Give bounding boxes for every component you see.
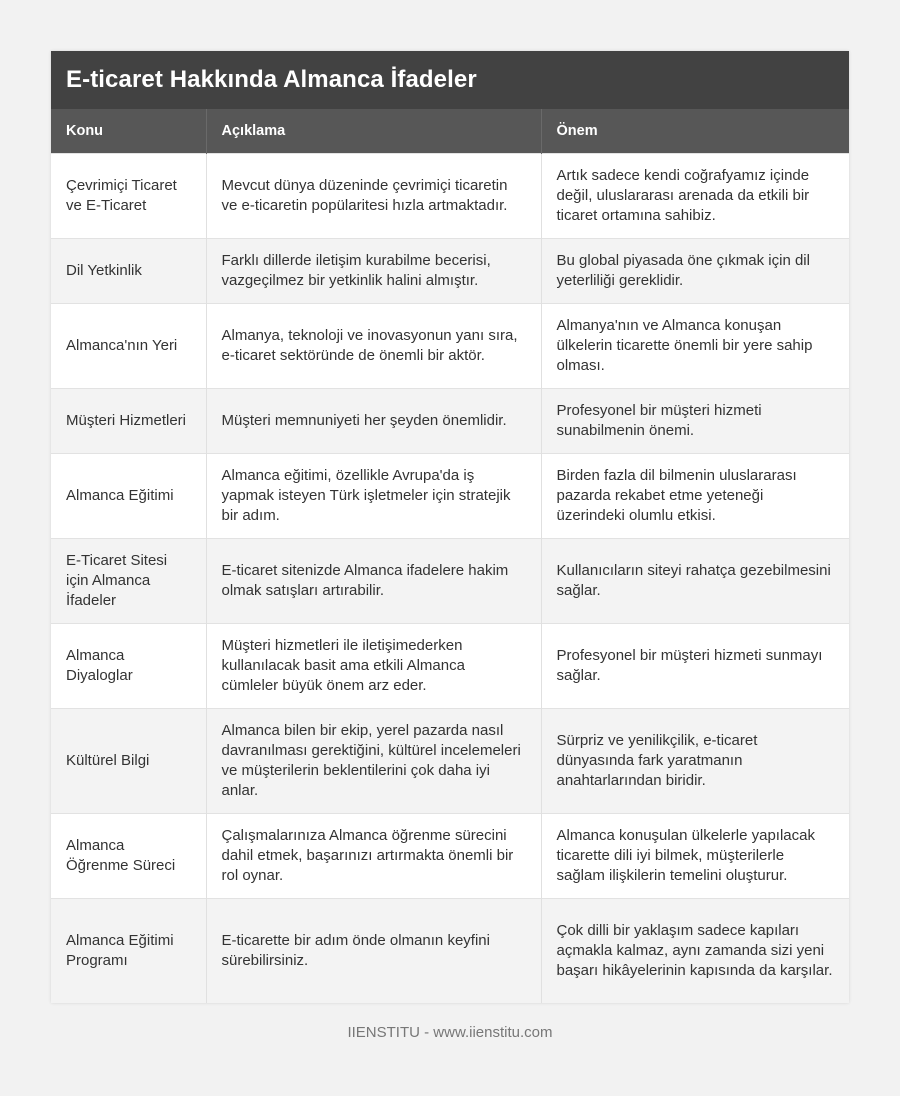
header-row [51,109,849,153]
cell-onem: Artık sadece kendi coğrafyamız içinde değil, uluslararası arenada da etkili bir ticaret ortamına sahibiz. [541,153,849,238]
title-bar [51,51,849,109]
table-row [51,153,849,238]
cell-onem: Çok dilli bir yaklaşım sadece kapıları açmakla kalmaz, aynı zamanda sizi yeni başarı hikâyelerinin kapısında da karşılar. [541,898,849,1003]
cell-onem: Profesyonel bir müşteri hizmeti sunmayı sağlar. [541,623,849,708]
table-card [51,51,849,1003]
cell-konu: E-Ticaret Sitesi için Almanca İfadeler [51,538,206,623]
cell-konu: Almanca Eğitimi [51,453,206,538]
cell-konu: Almanca Öğrenme Süreci [51,813,206,898]
table-row [51,388,849,453]
cell-aciklama: E-ticarette bir adım önde olmanın keyfini sürebilirsiniz. [206,898,541,1003]
cell-onem: Birden fazla dil bilmenin uluslararası pazarda rekabet etme yeteneği üzerindeki olumlu etkisi. [541,453,849,538]
page-title: E-ticaret Hakkında Almanca İfadeler [66,66,477,93]
table-row [51,708,849,813]
cell-konu: Almanca Diyaloglar [51,623,206,708]
table-row [51,453,849,538]
column-header-konu: Konu [51,109,206,153]
footer-credit: IIENSTITU - www.iienstitu.com [347,1024,553,1041]
table-row [51,813,849,898]
cell-onem: Bu global piyasada öne çıkmak için dil yeterliliği gereklidir. [541,238,849,303]
cell-onem: Almanca konuşulan ülkelerle yapılacak ticarette dili iyi bilmek, müşterilerle sağlam ilişkilerin temelini oluşturur. [541,813,849,898]
cell-aciklama: Müşteri memnuniyeti her şeyden önemlidir. [206,388,541,453]
data-table [51,109,849,1003]
cell-aciklama: Farklı dillerde iletişim kurabilme becerisi, vazgeçilmez bir yetkinlik halini almıştır. [206,238,541,303]
cell-onem: Kullanıcıların siteyi rahatça gezebilmesini sağlar. [541,538,849,623]
column-header-onem: Önem [541,109,849,153]
cell-konu: Müşteri Hizmetleri [51,388,206,453]
table-row [51,623,849,708]
cell-konu: Dil Yetkinlik [51,238,206,303]
cell-konu: Almanca Eğitimi Programı [51,898,206,1003]
table-header [51,109,849,153]
cell-konu: Çevrimiçi Ticaret ve E-Ticaret [51,153,206,238]
cell-aciklama: Müşteri hizmetleri ile iletişimederken kullanılacak basit ama etkili Almanca cümleler büyük önem arz eder. [206,623,541,708]
cell-onem: Almanya'nın ve Almanca konuşan ülkelerin ticarette önemli bir yere sahip olması. [541,303,849,388]
cell-aciklama: Almanca eğitimi, özellikle Avrupa'da iş yapmak isteyen Türk işletmeler için stratejik bir adım. [206,453,541,538]
table-row [51,238,849,303]
table-body [51,153,849,1003]
cell-aciklama: E-ticaret sitenizde Almanca ifadelere hakim olmak satışları artırabilir. [206,538,541,623]
table-row [51,538,849,623]
cell-konu: Kültürel Bilgi [51,708,206,813]
cell-konu: Almanca'nın Yeri [51,303,206,388]
cell-aciklama: Almanca bilen bir ekip, yerel pazarda nasıl davranılması gerektiğini, kültürel incelemeleri ve müşterilerin beklentilerini çok daha iyi anlar. [206,708,541,813]
column-header-aciklama: Açıklama [206,109,541,153]
table-row [51,898,849,1003]
cell-aciklama: Çalışmalarınıza Almanca öğrenme sürecini dahil etmek, başarınızı artırmakta önemli bir rol oynar. [206,813,541,898]
cell-onem: Sürpriz ve yenilikçilik, e-ticaret dünyasında fark yaratmanın anahtarlarından biridir. [541,708,849,813]
cell-onem: Profesyonel bir müşteri hizmeti sunabilmenin önemi. [541,388,849,453]
cell-aciklama: Almanya, teknoloji ve inovasyonun yanı sıra, e-ticaret sektöründe de önemli bir aktör. [206,303,541,388]
cell-aciklama: Mevcut dünya düzeninde çevrimiçi ticaretin ve e-ticaretin popülaritesi hızla artmaktadır. [206,153,541,238]
table-row [51,303,849,388]
